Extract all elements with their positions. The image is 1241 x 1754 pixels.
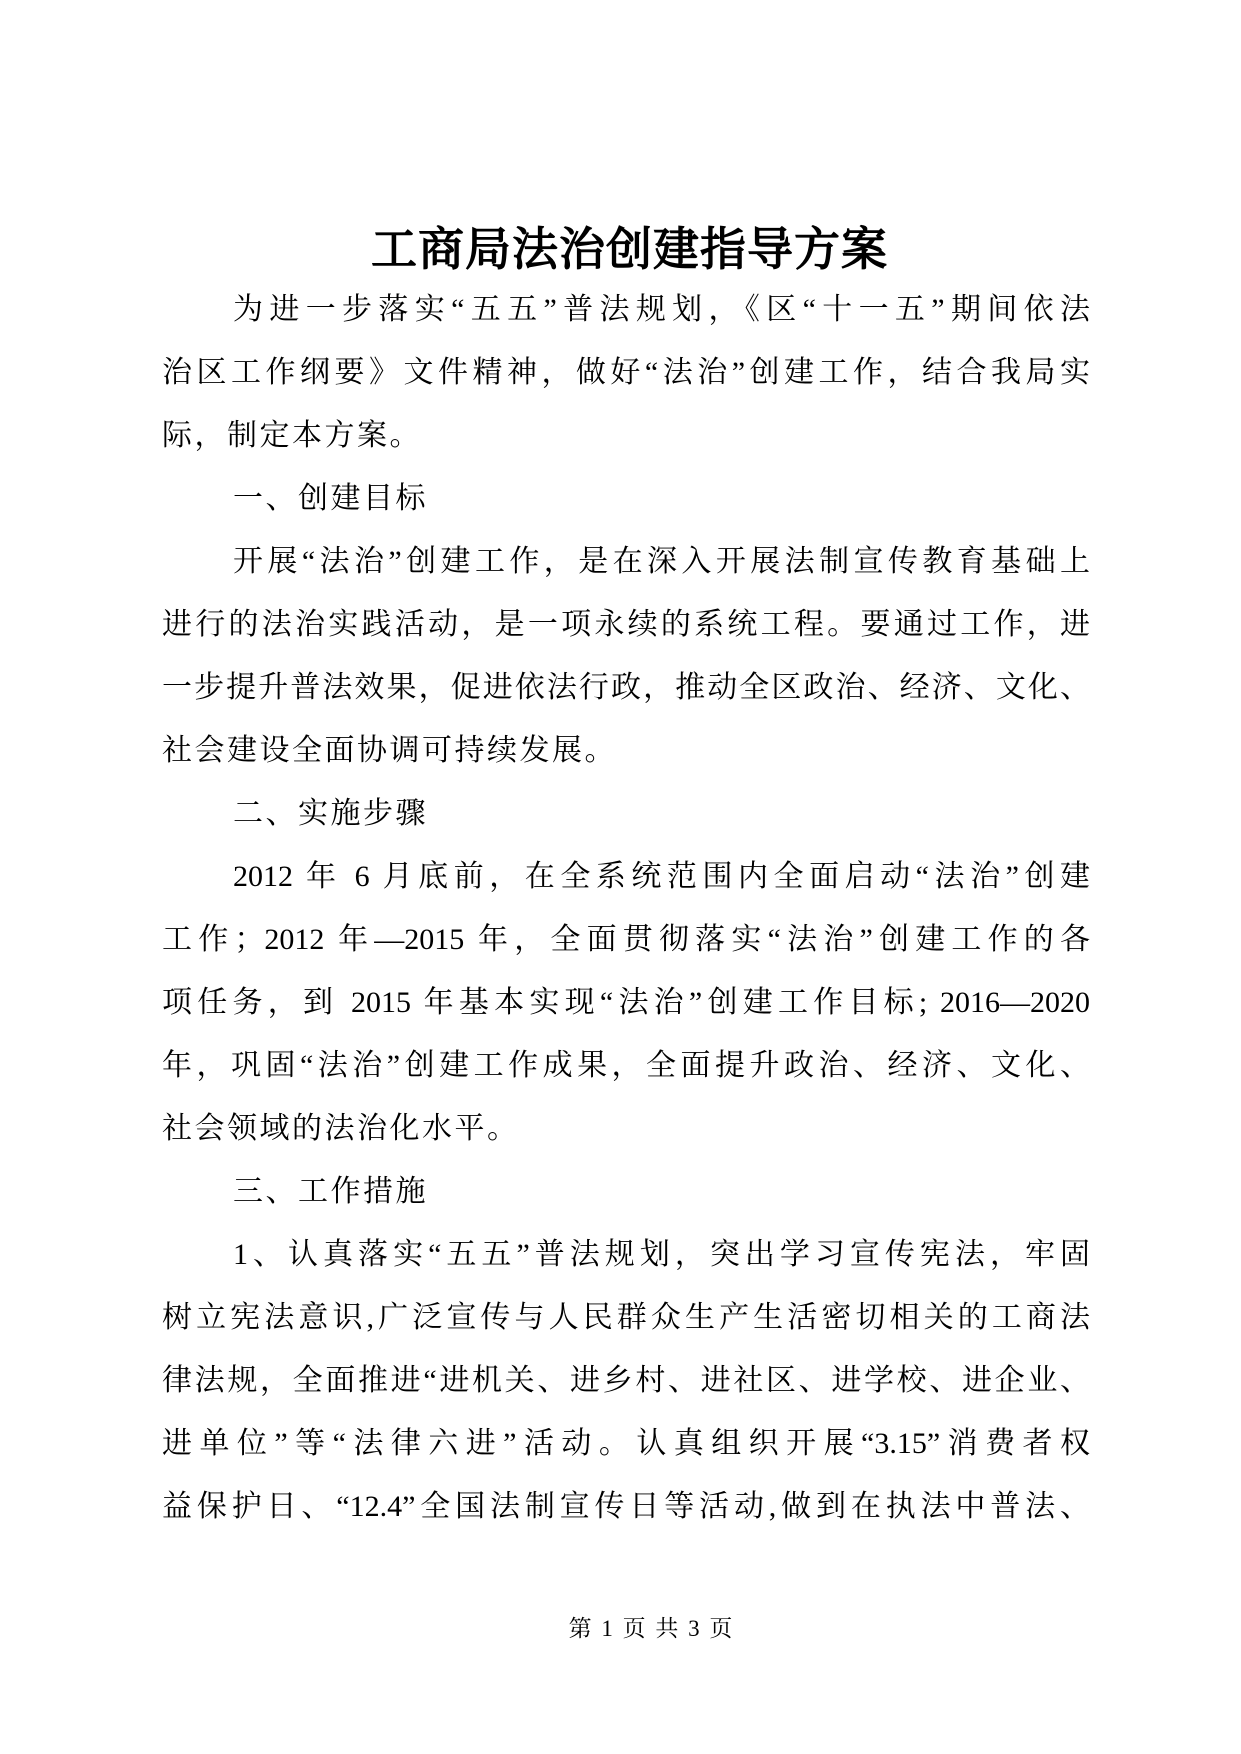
page-number: 第 1 页 共 3 页 <box>568 1616 735 1641</box>
body-line: 为进一步落实“五五”普法规划，《区“十一五”期间依法 <box>233 293 1090 326</box>
body-line: 年，巩固“法治”创建工作成果，全面提升政治、经济、文化、 <box>162 1049 1090 1082</box>
section-heading: 二、实施步骤 <box>233 797 428 830</box>
body-line: 治区工作纲要》文件精神，做好“法治”创建工作，结合我局实 <box>162 356 1090 389</box>
body-line: 律法规，全面推进“进机关、进乡村、进社区、进学校、进企业、 <box>162 1364 1090 1397</box>
body-line: 进行的法治实践活动，是一项永续的系统工程。要通过工作，进 <box>162 608 1090 641</box>
body-line: 1、认真落实“五五”普法规划，突出学习宣传宪法，牢固 <box>233 1238 1090 1271</box>
body-line: 社会领域的法治化水平。 <box>162 1112 520 1145</box>
document-title: 工商局法治创建指导方案 <box>371 223 888 275</box>
body-line: 际，制定本方案。 <box>162 419 422 452</box>
body-line: 益保护日、“12.4”全国法制宣传日等活动,做到在执法中普法、 <box>162 1490 1090 1523</box>
document-body <box>162 278 1090 1538</box>
section-heading: 三、工作措施 <box>233 1175 428 1208</box>
body-line: 树立宪法意识,广泛宣传与人民群众生产生活密切相关的工商法 <box>162 1301 1090 1334</box>
body-line: 进单位”等“法律六进”活动。认真组织开展“3.15”消费者权 <box>162 1427 1090 1460</box>
body-line: 项任务，到 2015 年基本实现“法治”创建工作目标; 2016—2020 <box>162 986 1090 1019</box>
body-line: 社会建设全面协调可持续发展。 <box>162 734 617 767</box>
body-line: 一步提升普法效果，促进依法行政，推动全区政治、经济、文化、 <box>162 671 1090 704</box>
section-heading: 一、创建目标 <box>233 482 428 515</box>
body-line: 2012 年 6 月底前，在全系统范围内全面启动“法治”创建 <box>233 860 1090 893</box>
body-line: 工作；2012 年—2015 年，全面贯彻落实“法治”创建工作的各 <box>162 923 1090 956</box>
body-line: 开展“法治”创建工作，是在深入开展法制宣传教育基础上 <box>233 545 1090 578</box>
